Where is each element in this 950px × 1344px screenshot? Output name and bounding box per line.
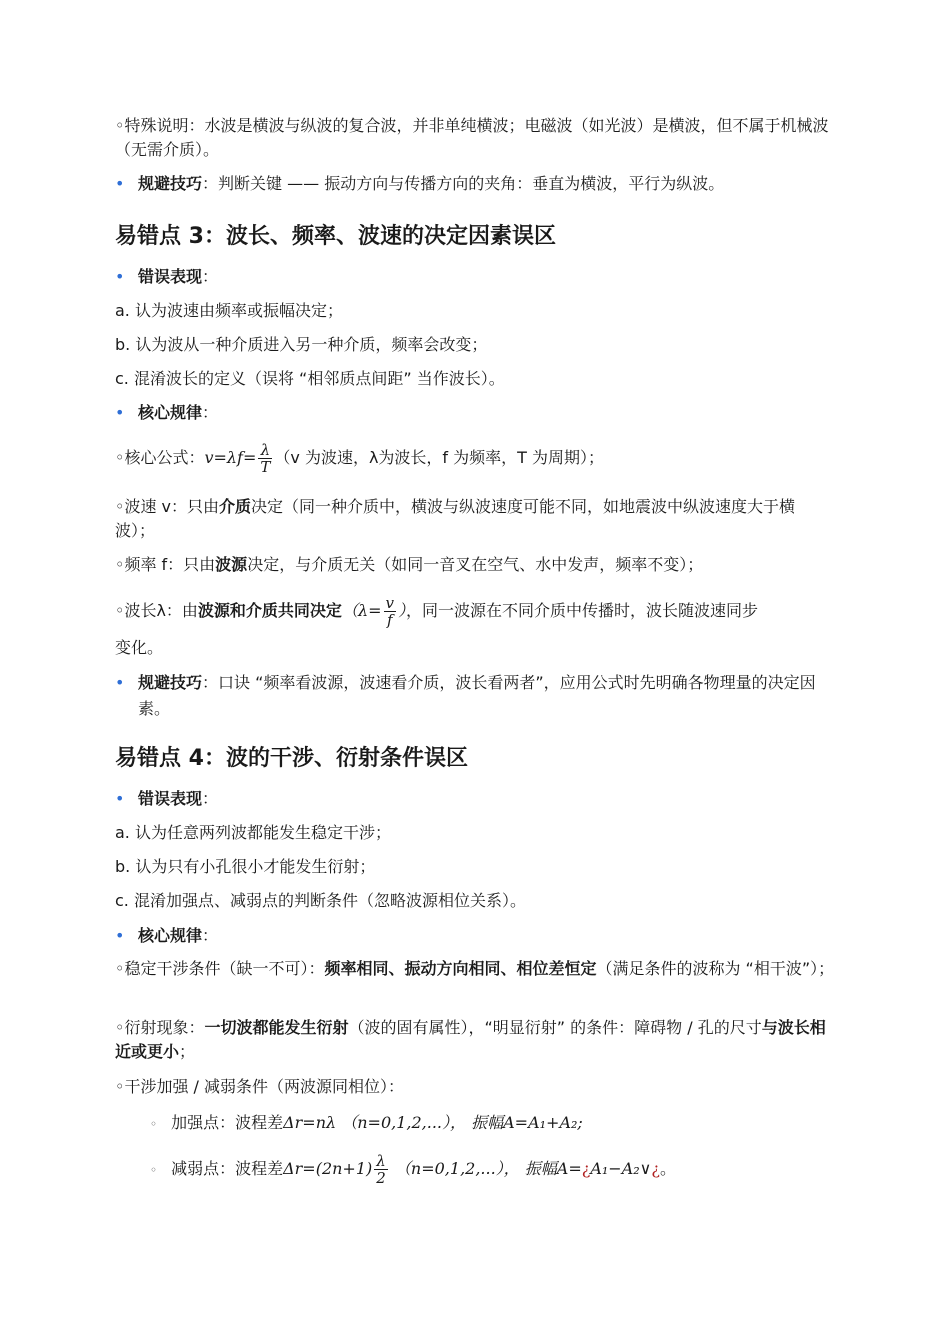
strong-amp: 振幅A=A₁+A₂; xyxy=(471,1113,583,1132)
s3-error-b: b. 认为波从一种介质进入另一种介质，频率会改变； xyxy=(115,335,488,354)
wl-pre: ◦波长λ：由 xyxy=(115,601,198,620)
avoid-label: 规避技巧 xyxy=(138,174,203,193)
s3-core-heading xyxy=(115,400,835,426)
diff-bold2: 与波长相近或更小 xyxy=(115,1018,826,1061)
formula-fraction xyxy=(258,442,272,475)
section3-title: 易错点 3：波长、频率、波速的决定因素误区 xyxy=(115,224,556,249)
s4-condition-line: ◦干涉加强 / 减弱条件（两波源同相位）： xyxy=(115,1077,405,1096)
freq-bold: 波源 xyxy=(215,555,248,574)
bullet-icon: • xyxy=(115,673,125,692)
formula-suffix: （v 为波速，λ为波长，f 为频率，T 为周期）； xyxy=(274,448,604,467)
weak-n: （n=0,1,2,...）， xyxy=(394,1159,520,1178)
bullet-icon: • xyxy=(115,926,125,945)
colon: ： xyxy=(202,789,219,808)
special-note-text: ◦特殊说明：水波是横波与纵波的复合波，并非单纯横波；电磁波（如光波）是横波，但不属于机械波（无需介质）。 xyxy=(115,116,829,159)
wl-fraction xyxy=(384,595,396,628)
error-label: 错误表现 xyxy=(138,267,203,286)
strong-label: 加强点：波程差 xyxy=(171,1113,284,1132)
speed-bold: 介质 xyxy=(219,497,252,516)
interf-bold: 频率相同、振动方向相同、相位差恒定 xyxy=(324,959,597,978)
weak-formula: Δr=(2n+1) xyxy=(283,1159,373,1178)
colon: ： xyxy=(202,267,219,286)
fraction-den: 2 xyxy=(376,1169,386,1187)
diff-mid: （波的固有属性），“明显衍射” 的条件：障碍物 / 孔的尺寸 xyxy=(348,1018,762,1037)
s3-error-c: c. 混淆波长的定义（误将 “相邻质点间距” 当作波长）。 xyxy=(115,369,505,388)
wl-bold: 波源和介质共同决定 xyxy=(197,601,342,620)
speed-pre: ◦波速 v：只由 xyxy=(115,497,219,516)
colon: ： xyxy=(202,403,219,422)
avoid-label: 规避技巧 xyxy=(138,673,203,692)
diff-pre: ◦衍射现象： xyxy=(115,1018,205,1037)
interf-pre: ◦稳定干涉条件（缺一不可）： xyxy=(115,959,325,978)
s4-interference xyxy=(115,957,835,981)
fraction-den: f xyxy=(386,611,393,629)
s3-core-formula xyxy=(115,440,835,476)
core-label: 核心规律 xyxy=(138,403,203,422)
speed-post: 决定（同一种介质中，横波与纵波速度可能不同，如地震波中纵波速度大于横波）； xyxy=(115,497,796,540)
diff-end: ； xyxy=(179,1042,196,1061)
weak-amp-end: 。 xyxy=(659,1159,676,1178)
s4-error-b: b. 认为只有小孔很小才能发生衍射； xyxy=(115,857,376,876)
s3-error-heading xyxy=(115,264,835,290)
weak-amp-q1: ¿ xyxy=(581,1159,591,1178)
wl-formula-open: （λ= xyxy=(341,601,382,620)
formula-lhs: v=λf= xyxy=(204,448,257,467)
s3-wavelength xyxy=(115,592,835,630)
error-label: 错误表现 xyxy=(138,789,203,808)
avoid-text: ：判断关键 —— 振动方向与传播方向的夹角：垂直为横波，平行为纵波。 xyxy=(202,174,725,193)
weak-amp-mid: A₁−A₂∨ xyxy=(590,1159,652,1178)
diff-bold1: 一切波都能发生衍射 xyxy=(204,1018,349,1037)
special-note xyxy=(115,114,835,162)
colon: ： xyxy=(202,926,219,945)
s4-error-heading xyxy=(115,786,835,812)
fraction-num: λ xyxy=(258,442,272,459)
s3-error-a: a. 认为波速由频率或振幅决定； xyxy=(115,301,343,320)
s3-avoid-tip xyxy=(115,670,835,722)
s4-strong-point xyxy=(150,1110,830,1137)
s3-wavelength-cont: 变化。 xyxy=(115,638,164,657)
section4-title: 易错点 4：波的干涉、衍射条件误区 xyxy=(115,746,468,771)
strong-n: （n=0,1,2,...）， xyxy=(341,1113,467,1132)
bullet-icon: • xyxy=(115,174,125,193)
core-label: 核心规律 xyxy=(138,926,203,945)
s4-error-c: c. 混淆加强点、减弱点的判断条件（忽略波源相位关系）。 xyxy=(115,891,526,910)
s4-weak-point xyxy=(150,1150,830,1189)
fraction-num: v xyxy=(385,594,394,612)
wl-formula-close: ） xyxy=(397,601,406,620)
s4-error-a: a. 认为任意两列波都能发生稳定干涉； xyxy=(115,823,391,842)
s3-frequency xyxy=(115,553,835,577)
bullet-icon: • xyxy=(115,789,125,808)
s3-speed xyxy=(115,495,835,543)
freq-post: 决定，与介质无关（如同一音叉在空气、水中发声，频率不变）； xyxy=(247,555,704,574)
circle-bullet-icon: ◦ xyxy=(150,1163,158,1177)
fraction-num: λ xyxy=(374,1153,388,1170)
weak-amp-q2: ¿ xyxy=(651,1159,660,1178)
freq-pre: ◦频率 f：只由 xyxy=(115,555,216,574)
top-avoid-tip xyxy=(115,171,835,197)
avoid-text: ：口诀 “频率看波源，波速看介质，波长看两者”，应用公式时先明确各物理量的决定因素。 xyxy=(138,673,816,718)
interf-post: （满足条件的波称为 “相干波”）； xyxy=(596,959,835,978)
strong-formula: Δr=nλ xyxy=(283,1113,337,1132)
circle-bullet-icon: ◦ xyxy=(150,1117,158,1131)
s4-diffraction xyxy=(115,1016,835,1064)
bullet-icon: • xyxy=(115,403,125,422)
fraction-den: T xyxy=(260,458,271,476)
weak-label: 减弱点：波程差 xyxy=(171,1159,284,1178)
weak-amp-pre: 振幅A= xyxy=(524,1159,582,1178)
wl-post: ，同一波源在不同介质中传播时，波长随波速同步 xyxy=(406,601,759,620)
bullet-icon: • xyxy=(115,267,125,286)
s4-core-heading xyxy=(115,923,835,949)
weak-fraction xyxy=(374,1153,388,1186)
formula-prefix: ◦核心公式： xyxy=(115,448,205,467)
